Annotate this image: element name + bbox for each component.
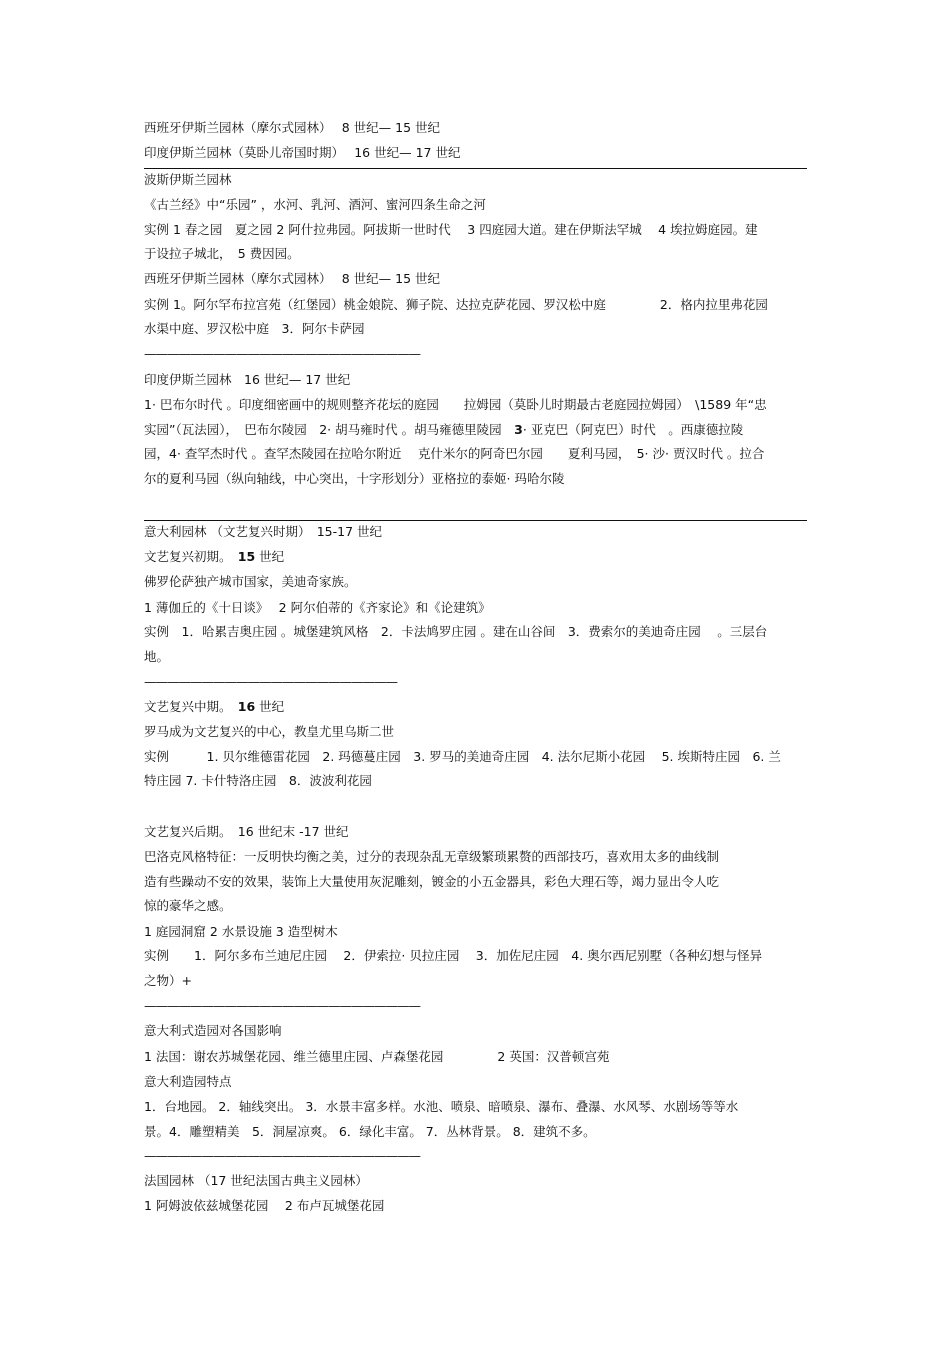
text-line: 《古兰经》中“乐园” ，水河、乳河、酒河、蜜河四条生命之河 — [144, 197, 486, 212]
text-line: 西班牙伊斯兰园林（摩尔式园林） 8 世纪— 15 世纪 — [144, 120, 441, 135]
dash-separator: —————————————————————— — [144, 674, 397, 689]
text-line: 意大利造园特点 — [144, 1074, 232, 1089]
text-line: 园，4· 查罕杰时代 。查罕杰陵园在拉哈尔附近 克什米尔的阿奇巴尔园 夏利马园， 5· 沙· 贾汉时代 。拉合 — [144, 446, 765, 461]
text-span: 世纪 — [255, 549, 285, 564]
text-line: 景。4．雕塑精美 5．洞屋凉爽。 6．绿化丰富。 7．丛林背景。 8．建筑不多。 — [144, 1124, 596, 1139]
text-line: 实例 1. 贝尔维德雷花园 2. 玛德蔓庄园 3. 罗马的美迪奇庄园 4. 法尔尼斯小花园 5. 埃斯特庄园 6. 兰 — [144, 749, 781, 764]
text-line: 实例 1。阿尔罕布拉宫苑（红堡园）桃金娘院、狮子院、达拉克萨花园、罗汉松中庭 2．格内拉里弗花园 — [144, 297, 768, 312]
text-line: 水渠中庭、罗汉松中庭 3．阿尔卡萨园 — [144, 321, 365, 336]
text-span: 世纪 — [255, 699, 285, 714]
section-heading: 印度伊斯兰园林 16 世纪— 17 世纪 — [144, 372, 351, 387]
section-divider — [144, 520, 807, 521]
text-line: 1 庭园洞窟 2 水景设施 3 造型树木 — [144, 924, 338, 939]
text-line: 实例 1．哈累吉奥庄园 。城堡建筑风格 2．卡法鸠罗庄园 。建在山谷间 3．费索尔的美迪奇庄园 。三层台 — [144, 624, 768, 639]
text-span-bold: 15 — [237, 549, 256, 564]
text-line: 惊的豪华之感。 — [144, 898, 232, 913]
text-line: 1 阿姆波依兹城堡花园 2 布卢瓦城堡花园 — [144, 1198, 385, 1213]
section-divider — [144, 168, 807, 169]
text-line: 文艺复兴后期。 16 世纪末 -17 世纪 — [144, 824, 349, 839]
text-line: 佛罗伦萨独产城市国家，美迪奇家族。 — [144, 574, 357, 589]
text-line: 造有些躁动不安的效果，装饰上大量使用灰泥雕刻，镀金的小五金器具，彩色大理石等，竭力显出令人吃 — [144, 874, 720, 889]
section-heading: 波斯伊斯兰园林 — [144, 172, 232, 187]
text-line: 巴洛克风格特征：一反明快均衡之美，过分的表现杂乱无章级繁琐累赘的西部技巧，喜欢用太多的曲线制 — [144, 849, 720, 864]
text-span-bold: 3 — [514, 422, 523, 437]
text-line: 印度伊斯兰园林（莫卧儿帝国时期） 16 世纪— 17 世纪 — [144, 145, 461, 160]
text-line: 于设拉子城北， 5 费因园。 — [144, 246, 300, 261]
text-span-bold: 16 — [237, 699, 256, 714]
dash-separator: ———————————————————————— — [144, 346, 420, 361]
text-line — [144, 699, 284, 715]
text-line: 特庄园 7. 卡什特洛庄园 8．波波利花园 — [144, 773, 372, 788]
text-line: 1 薄伽丘的《十日谈》 2 阿尔伯蒂的《齐家论》和《论建筑》 — [144, 600, 491, 615]
section-heading: 法国园林 （17 世纪法国古典主义园林） — [144, 1173, 368, 1188]
text-line: 罗马成为文艺复兴的中心，教皇尤里乌斯二世 — [144, 724, 395, 739]
text-line: 地。 — [144, 649, 170, 664]
dash-separator: ———————————————————————— — [144, 1148, 420, 1163]
text-line: 1· 巴布尔时代 。印度细密画中的规则整齐花坛的庭园 拉姆园（莫卧儿时期最古老庭园拉姆园） \1589 年“忠 — [144, 397, 767, 412]
text-line: 之物）+ — [144, 973, 192, 988]
text-line: 实例 1．阿尔多布兰迪尼庄园 2．伊索拉· 贝拉庄园 3．加佐尼庄园 4. 奥尔西尼别墅（各种幻想与怪异 — [144, 948, 763, 963]
text-line: 1．台地园。 2．轴线突出。 3．水景丰富多样。水池、喷泉、暗喷泉、瀑布、叠瀑、水风琴、水剧场等等水 — [144, 1099, 739, 1114]
text-line: 西班牙伊斯兰园林（摩尔式园林） 8 世纪— 15 世纪 — [144, 271, 441, 286]
text-line: 尔的夏利马园（纵向轴线，中心突出，十字形划分）亚格拉的泰姬· 玛哈尔陵 — [144, 471, 565, 486]
section-heading: 意大利园林 （文艺复兴时期） 15-17 世纪 — [144, 524, 383, 539]
text-line: 1 法国：谢农苏城堡花园、维兰德里庄园、卢森堡花园 2 英国：汉普顿宫苑 — [144, 1049, 610, 1064]
text-span: 实园”（瓦法园）， 巴布尔陵园 2· 胡马雍时代 。胡马雍德里陵园 — [144, 422, 515, 437]
text-span: · 亚克巴（阿克巴）时代 。西康德拉陵 — [522, 422, 744, 437]
dash-separator: ———————————————————————— — [144, 998, 420, 1013]
text-line: 实例 1 春之园 夏之园 2 阿什拉弗园。阿拔斯一世时代 3 四庭园大道。建在伊斯法罕城 4 埃拉姆庭园。建 — [144, 222, 758, 237]
section-heading: 意大利式造园对各国影响 — [144, 1023, 282, 1038]
text-line — [144, 422, 743, 438]
text-span: 文艺复兴初期。 — [144, 549, 238, 564]
text-line — [144, 549, 284, 565]
text-span: 文艺复兴中期。 — [144, 699, 238, 714]
